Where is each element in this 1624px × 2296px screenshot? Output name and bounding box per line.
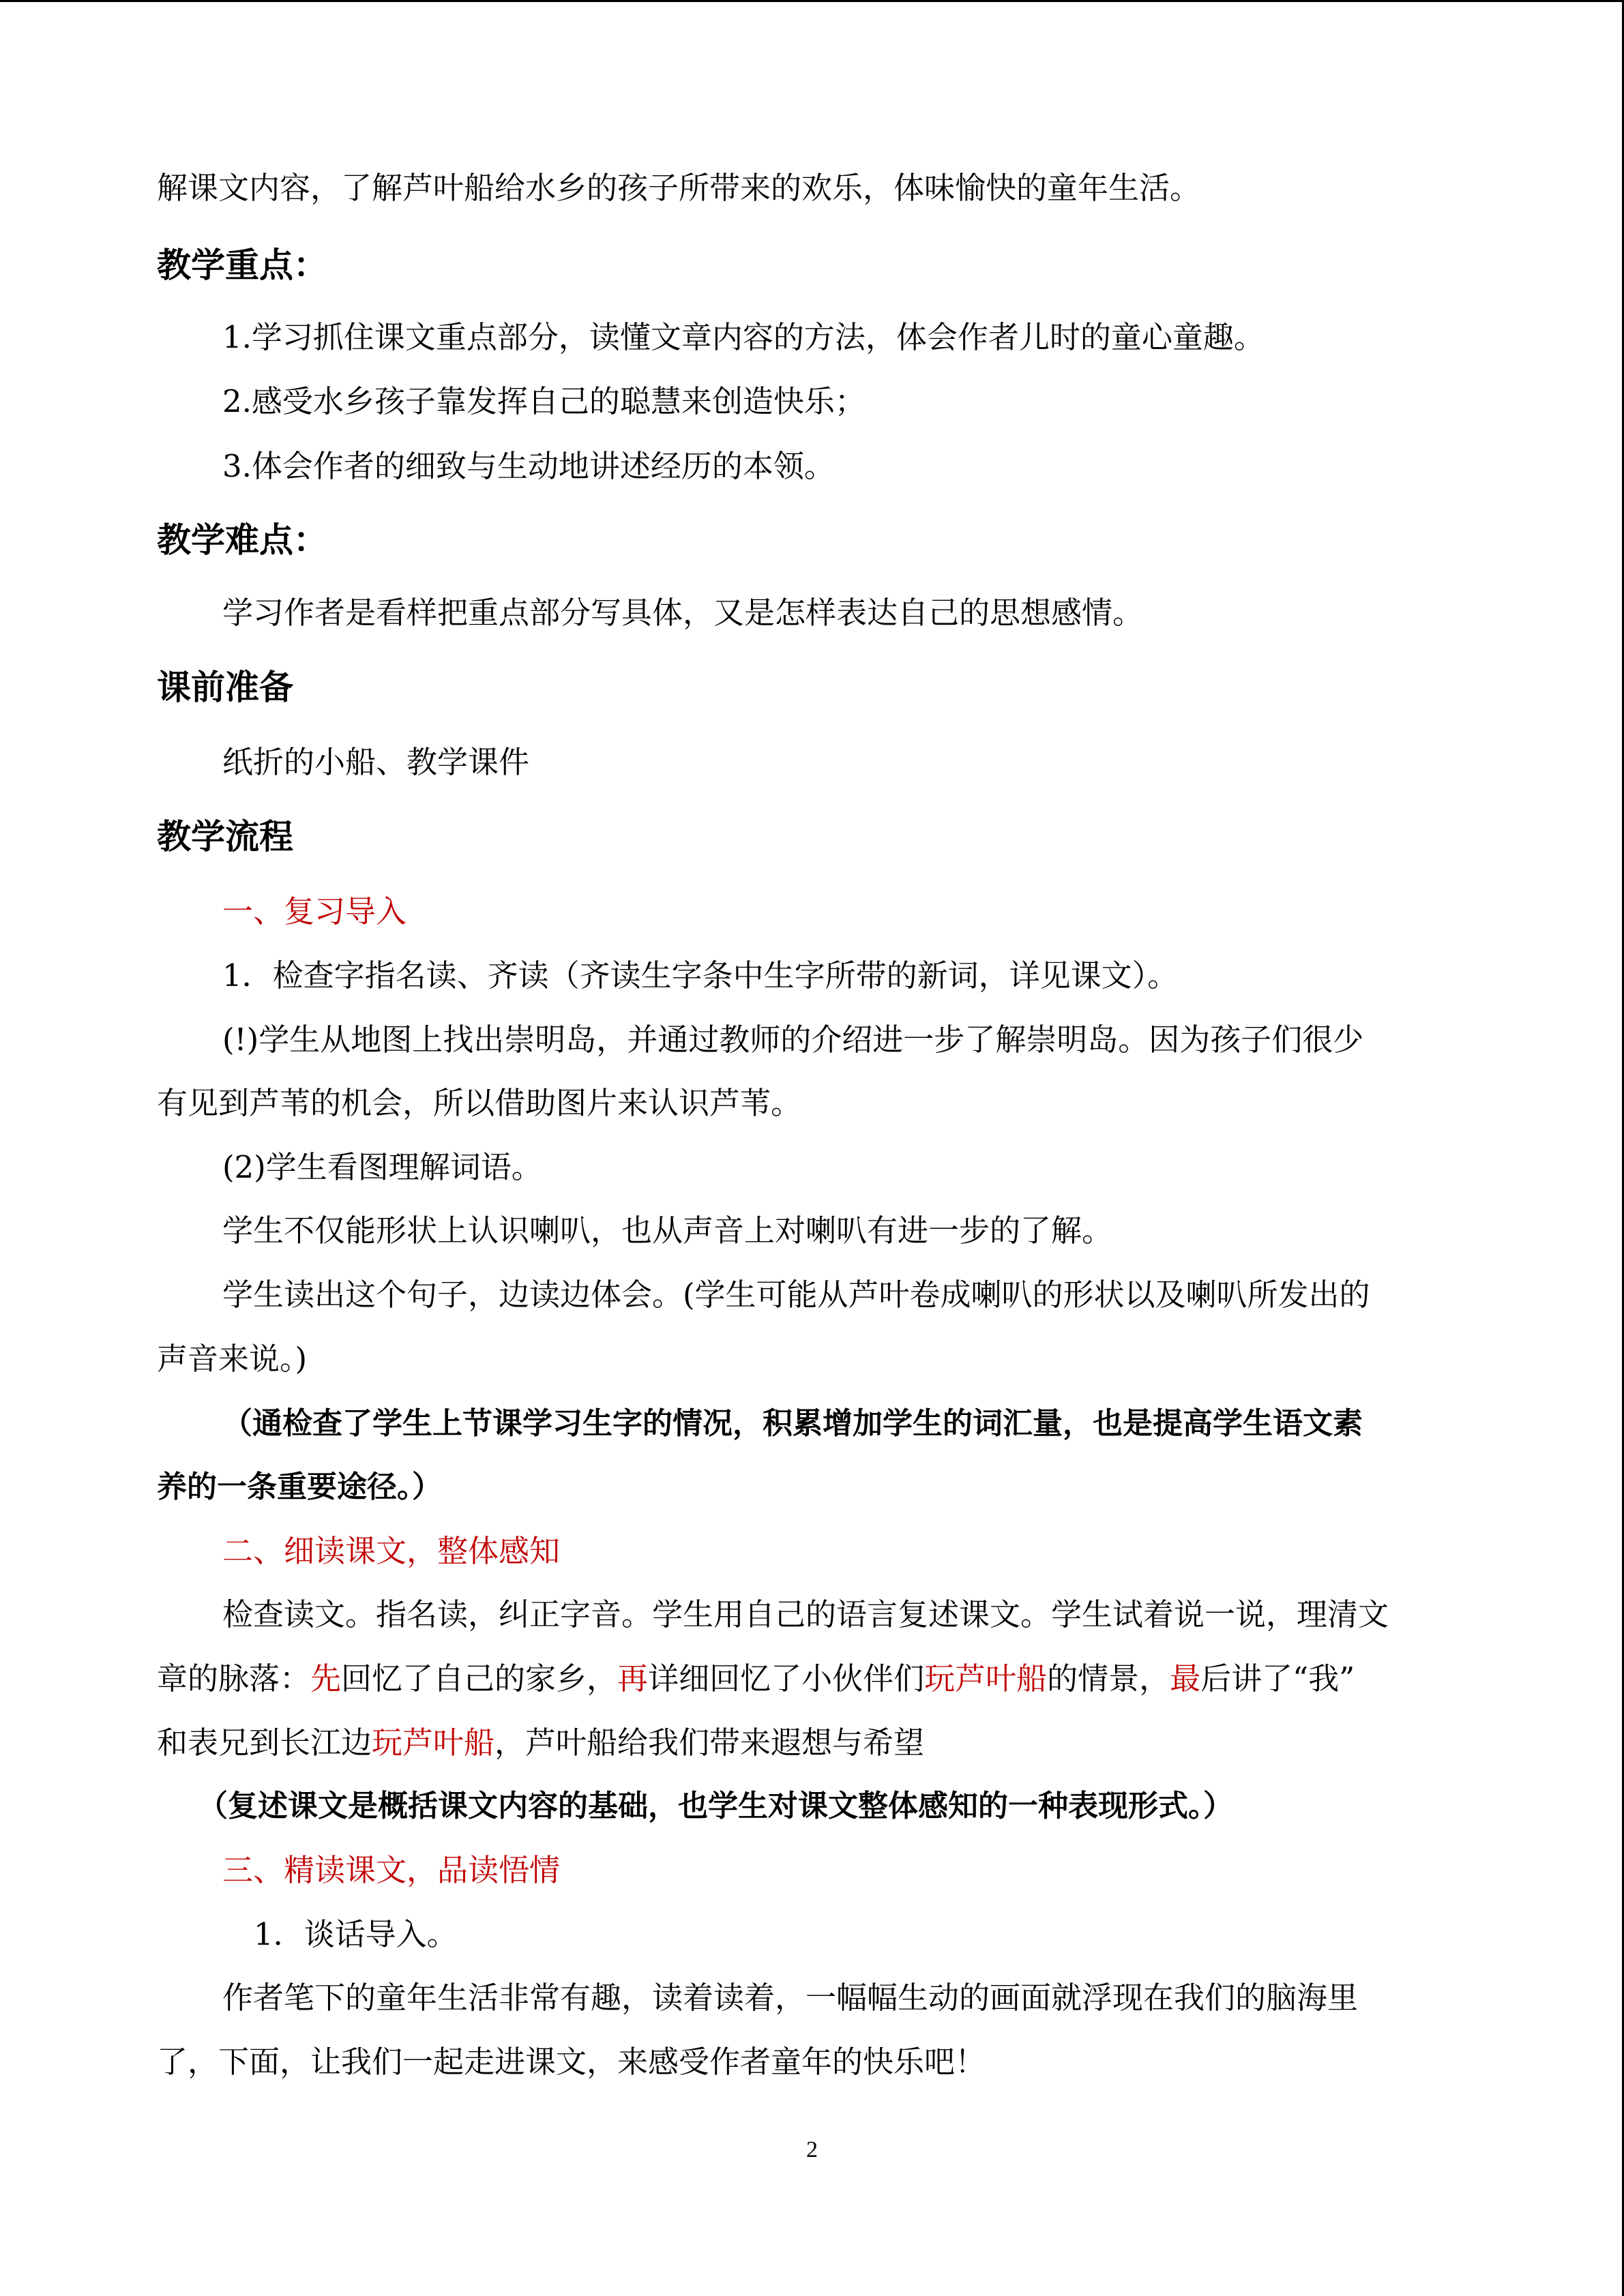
text-line: 学习作者是看样把重点部分写具体，又是怎样表达自己的思想感情。 [222,595,1144,631]
teaching-note: 养的一条重要途径。） [157,1470,442,1504]
text-line: 1．谈话导入。 [254,1916,458,1952]
text-span: ，芦叶船给我们带来遐想与希望 [494,1725,925,1761]
text-line: 学生不仅能形状上认识喇叭，也从声音上对喇叭有进一步的了解。 [222,1212,1113,1249]
text-line: 作者笔下的童年生活非常有趣，读着读着，一幅幅生动的画面就浮现在我们的脑海里 [222,1980,1359,2016]
highlight-span: 玩芦叶船 [924,1660,1048,1697]
text-line: 1．检查字指名读、齐读（齐读生字条中生字所带的新词，详见课文）。 [222,957,1179,994]
text-line: 2.感受水乡孩子靠发挥自己的聪慧来创造快乐； [222,383,866,419]
text-line: 检查读文。指名读，纠正字音。学生用自己的语言复述课文。学生试着说一说，理清文 [222,1596,1389,1632]
teaching-note: （复述课文是概括课文内容的基础，也学生对课文整体感知的一种表现形式。） [198,1789,1233,1823]
text-line-mixed [157,1723,1473,1763]
text-line: 1.学习抓住课文重点部分，读懂文章内容的方法，体会作者儿时的童心童趣。 [222,319,1265,355]
section-title-3: 三、精读课文，品读悟情 [222,1852,561,1888]
highlight-span: 先 [310,1660,342,1697]
teaching-note: （通检查了学生上节课学习生字的情况，积累增加学生的词汇量，也是提高学生语文素 [222,1406,1363,1441]
highlight-span: 玩芦叶船 [372,1725,495,1761]
heading-teaching-difficulty: 教学难点： [157,520,327,560]
heading-teaching-flow: 教学流程 [157,817,293,856]
text-line: 3.体会作者的细致与生动地讲述经历的本领。 [222,448,835,484]
text-span: 章的脉落： [157,1660,311,1697]
text-line: (2)学生看图理解词语。 [222,1149,542,1185]
text-line: 声音来说。) [157,1341,308,1377]
text-span: 后讲了“我” [1200,1660,1355,1697]
text-span: 详细回忆了小伙伴们 [648,1660,925,1697]
text-line: 纸折的小船、教学课件 [222,744,530,780]
text-line: 了，下面，让我们一起走进课文，来感受作者童年的快乐吧！ [157,2044,986,2080]
text-span: 和表兄到长江边 [157,1725,372,1761]
text-span: 回忆了自己的家乡， [341,1660,618,1697]
section-title-2: 二、细读课文，整体感知 [222,1533,561,1569]
text-line: 有见到芦苇的机会，所以借助图片来认识芦苇。 [157,1085,802,1121]
heading-preparation: 课前准备 [157,668,293,707]
page-number: 2 [806,2137,818,2162]
text-line-mixed [157,1658,1473,1699]
text-line: 解课文内容，了解芦叶船给水乡的孩子所带来的欢乐，体味愉快的童年生活。 [157,170,1201,206]
section-title-1: 一、复习导入 [222,893,407,929]
text-line: 学生读出这个句子，边读边体会。(学生可能从芦叶卷成喇叭的形状以及喇叭所发出的 [222,1277,1370,1313]
text-line: (!)学生从地图上找出崇明岛，并通过教师的介绍进一步了解崇明岛。因为孩子们很少 [222,1022,1364,1058]
highlight-span: 再 [617,1660,649,1697]
text-span: 的情景， [1047,1660,1170,1697]
heading-teaching-focus: 教学重点： [157,245,327,285]
highlight-span: 最 [1170,1660,1201,1697]
